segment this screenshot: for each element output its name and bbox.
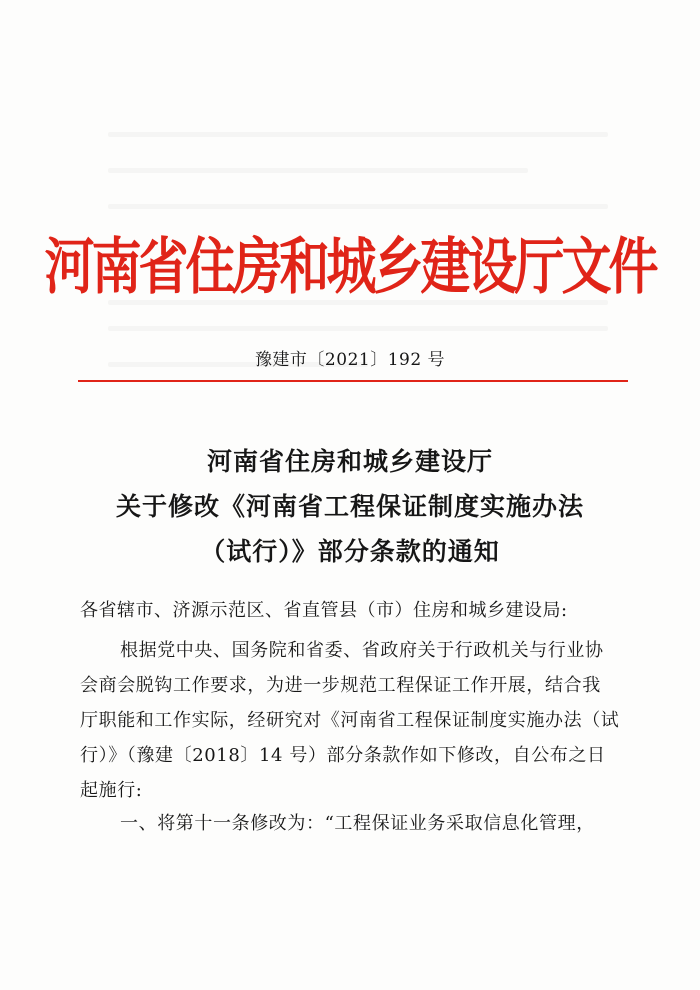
body-text-line: 厅职能和工作实际，经研究对《河南省工程保证制度实施办法（试 [80,710,620,731]
notice-title-line-2: 关于修改《河南省工程保证制度实施办法 [115,492,584,521]
addressee-line: 各省辖市、济源示范区、省直管县（市）住房和城乡建设局: [80,600,568,621]
body-text-line: 根据党中央、国务院和省委、省政府关于行政机关与行业协 [120,640,604,661]
notice-title-line-3: （试行）》部分条款的通知 [200,537,500,566]
bleed-through-mark [108,132,608,137]
document-number: 豫建市〔2021〕192 号 [254,350,446,370]
header-separator-rule [78,380,628,382]
bleed-through-mark [108,168,528,173]
body-text-line: 行）》（豫建〔2018〕14 号）部分条款作如下修改，自公布之日 [80,745,606,766]
body-text-line: 会商会脱钩工作要求，为进一步规范工程保证工作开展，结合我 [80,675,601,696]
body-text-line: 一、将第十一条修改为：“工程保证业务采取信息化管理， [120,813,595,834]
body-text-line: 起施行: [80,780,143,801]
issuer-header-title: 河南省住房和城乡建设厅文件 [44,231,656,303]
bleed-through-mark [108,204,608,209]
bleed-through-mark [108,326,608,331]
notice-title-line-1: 河南省住房和城乡建设厅 [206,447,493,476]
